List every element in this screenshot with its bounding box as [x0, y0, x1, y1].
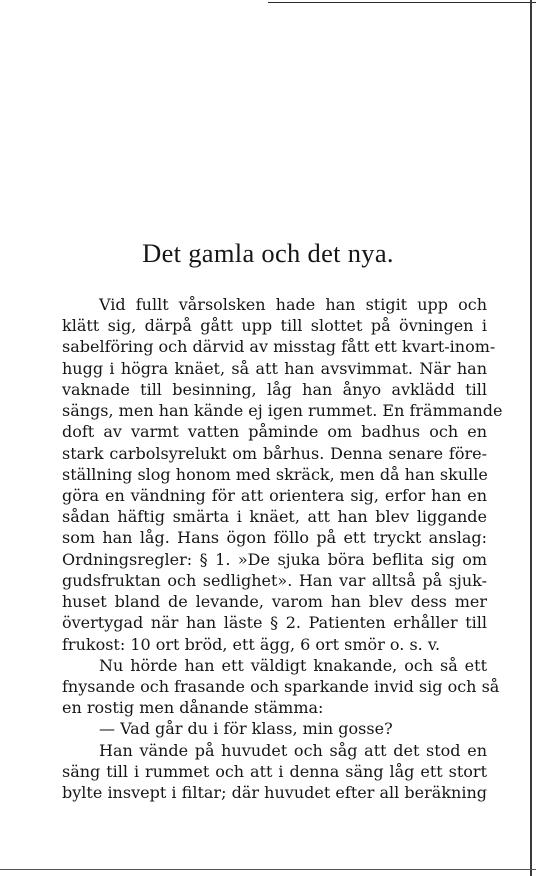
text-line: hugg i högra knäet, så att han avsvimmat. När han [62, 358, 487, 378]
text-line: övertygad när han läste § 2. Patienten erhåller till [62, 613, 487, 633]
text-line: huset bland de levande, varom han blev dess mer [62, 592, 487, 612]
text-line: — Vad går du i för klass, min gosse? [99, 719, 393, 739]
text-line: Nu hörde han ett väldigt knakande, och så ett [99, 655, 487, 675]
text-line: göra en vändning för att orientera sig, erfor han en [62, 485, 487, 505]
text-line: fnysande och frasande och sparkande invid sig och så [62, 676, 500, 696]
text-line: ställning slog honom med skräck, men då han skulle [62, 464, 488, 484]
text-line: sabelföring och därvid av misstag fått ett kvart-inom- [62, 337, 496, 357]
text-line: sådan häftig smärta i knäet, att han blev liggande [62, 507, 487, 527]
text-line: vaknade till besinning, låg han ånyo avklädd till [62, 379, 487, 399]
text-line: stark carbolsyrelukt om bårhus. Denna senare före- [62, 443, 487, 463]
text-line: som han låg. Hans ögon föllo på ett tryckt anslag: [62, 528, 487, 548]
text-line: Vid fullt vårsolsken hade han stigit upp och [99, 295, 487, 314]
scan-edge-bottom [0, 869, 536, 870]
scan-edge-top [268, 2, 536, 3]
text-line: sängs, men han kände ej igen rummet. En främmande [62, 401, 503, 421]
chapter-title: Det gamla och det nya. [142, 238, 394, 268]
text-line: Ordningsregler: § 1. »De sjuka böra beflita sig om [62, 549, 487, 569]
body-text [62, 294, 503, 803]
scan-edge-right [530, 0, 532, 876]
text-line: doft av varmt vatten påminde om badhus och en [62, 422, 487, 442]
text-line: gudsfruktan och sedlighet». Han var alltså på sjuk- [62, 570, 487, 590]
text-line: säng till i rummet och att i denna säng låg ett stort [62, 761, 487, 781]
text-line: frukost: 10 ort bröd, ett ägg, 6 ort smör o. s. v. [62, 634, 441, 654]
text-line: Han vände på huvudet och såg att det stod en [99, 740, 487, 760]
text-line: en rostig men dånande stämma: [62, 698, 324, 718]
text-line: bylte insvept i filtar; där huvudet efter all beräkning [62, 783, 487, 803]
text-line: klätt sig, därpå gått upp till slottet på övningen i [62, 316, 487, 336]
